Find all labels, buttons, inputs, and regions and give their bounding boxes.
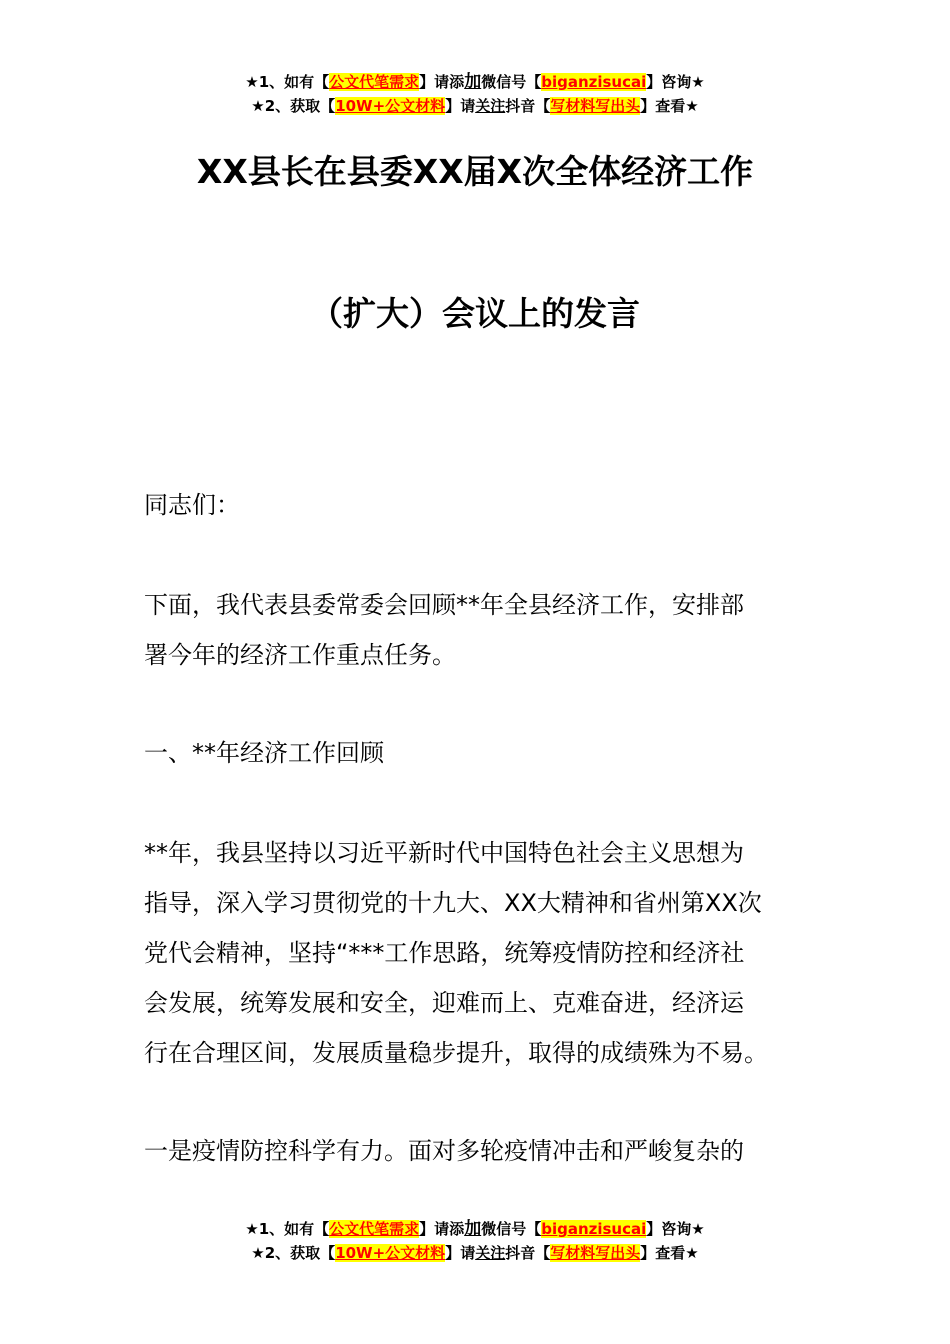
promo-header-top — [0, 70, 950, 118]
promo-text: 】查看★ — [640, 97, 699, 115]
paragraph-line: 一是疫情防控科学有力。面对多轮疫情冲击和严峻复杂的 — [144, 1137, 744, 1165]
promo-highlight-wechat: biganzisucai — [541, 73, 647, 91]
promo-line-2 — [0, 94, 950, 118]
promo-emphasis: 关注 — [475, 1244, 506, 1262]
promo-highlight-douyin: 写材料写出头 — [550, 97, 641, 115]
intro-line: 下面，我代表县委常委会回顾**年全县经济工作，安排部 — [144, 591, 744, 619]
paragraph-line: 指导，深入学习贯彻党的十九大、XX大精神和省州第XX次 — [144, 889, 762, 917]
promo-text: 微信号【 — [481, 73, 542, 91]
paragraph-line: 行在合理区间，发展质量稳步提升，取得的成绩殊为不易。 — [144, 1039, 768, 1067]
paragraph-line: 会发展，统筹发展和安全，迎难而上、克难奋进，经济运 — [144, 989, 744, 1017]
promo-highlight-materials: 10W+公文材料 — [335, 97, 446, 115]
promo-highlight-materials: 10W+公文材料 — [335, 1244, 446, 1262]
promo-text: 】请添 — [419, 1220, 465, 1238]
promo-highlight-service: 公文代笔需求 — [329, 73, 420, 91]
promo-text: ★1、如有【 — [245, 73, 330, 91]
promo-highlight-douyin: 写材料写出头 — [550, 1244, 641, 1262]
promo-text: 抖音【 — [505, 1244, 551, 1262]
promo-highlight-service: 公文代笔需求 — [329, 1220, 420, 1238]
promo-text: 】咨询★ — [646, 73, 705, 91]
intro-line: 署今年的经济工作重点任务。 — [144, 641, 456, 669]
promo-footer-bottom — [0, 1217, 950, 1265]
promo-text: 】请添 — [419, 73, 465, 91]
promo-emphasis: 关注 — [475, 97, 506, 115]
promo-line-1 — [0, 70, 950, 94]
promo-text: 】查看★ — [640, 1244, 699, 1262]
promo-text: 】咨询★ — [646, 1220, 705, 1238]
promo-text: 】请 — [445, 97, 476, 115]
paragraph-line: **年，我县坚持以习近平新时代中国特色社会主义思想为 — [144, 839, 744, 867]
promo-highlight-wechat: biganzisucai — [541, 1220, 647, 1238]
promo-emphasis: 加 — [464, 1219, 482, 1239]
promo-text: 微信号【 — [481, 1220, 542, 1238]
salutation: 同志们： — [144, 491, 240, 519]
section-heading: 一、**年经济工作回顾 — [144, 739, 384, 767]
promo-text: 】请 — [445, 1244, 476, 1262]
document-title-line-1: XX县长在县委XX届X次全体经济工作 — [196, 152, 754, 191]
promo-text: 抖音【 — [505, 97, 551, 115]
promo-line-2 — [0, 1241, 950, 1265]
paragraph-line: 党代会精神，坚持“***工作思路，统筹疫情防控和经济社 — [144, 939, 745, 967]
promo-text: ★2、获取【 — [251, 97, 336, 115]
promo-text: ★2、获取【 — [251, 1244, 336, 1262]
promo-text: ★1、如有【 — [245, 1220, 330, 1238]
promo-line-1 — [0, 1217, 950, 1241]
promo-emphasis: 加 — [464, 72, 482, 92]
document-title-line-2: （扩大）会议上的发言 — [310, 294, 640, 333]
